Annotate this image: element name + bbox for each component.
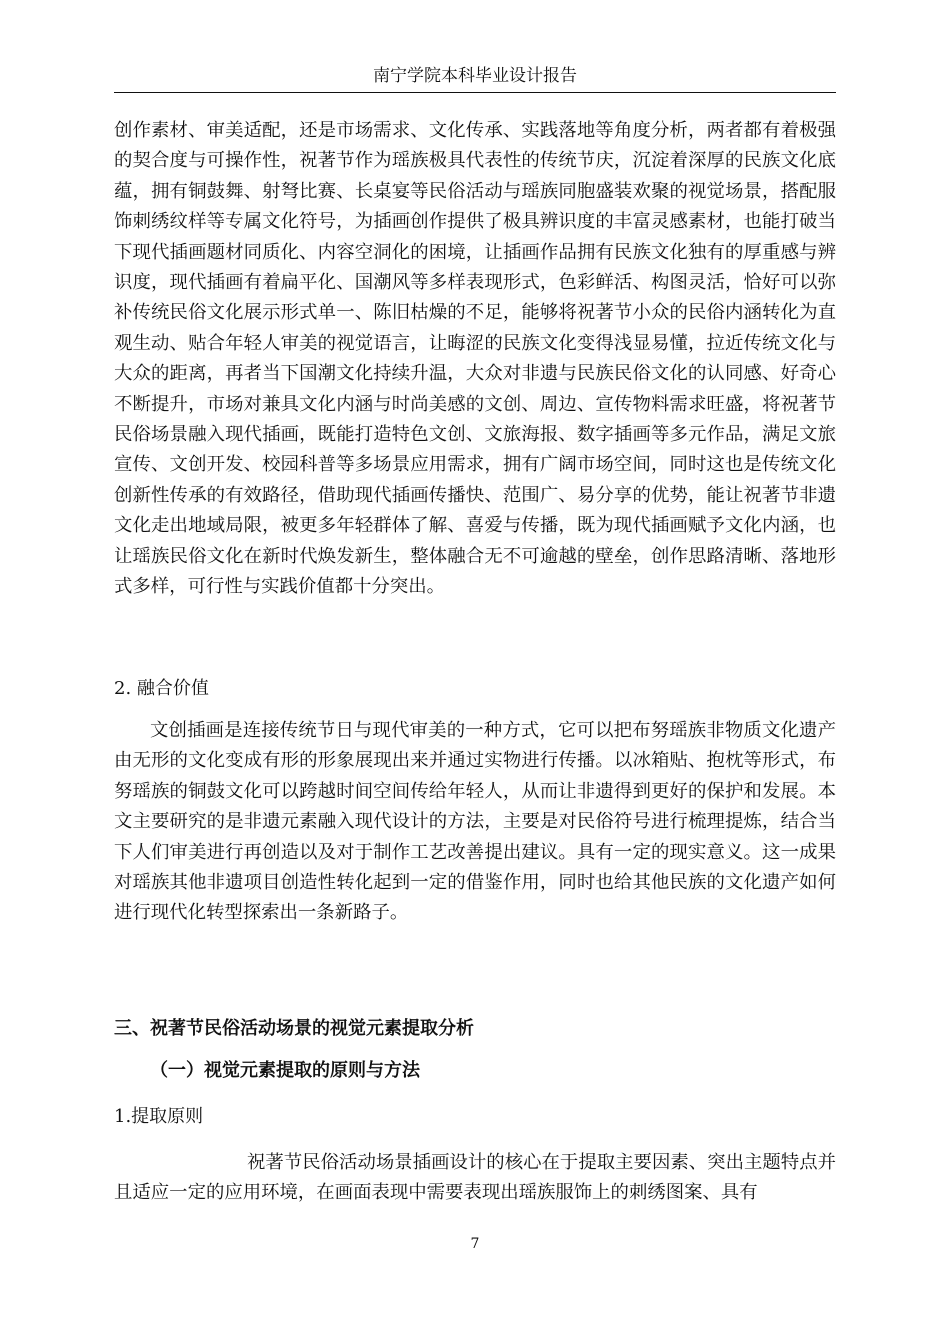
running-header: 南宁学院本科毕业设计报告 <box>373 66 577 86</box>
body-paragraph-3: 祝著节民俗活动场景插画设计的核心在于提取主要因素、突出主题特点并且适应一定的应用环境，在画面表现中需要表现出瑶族服饰上的刺绣图案、具有 <box>114 1152 836 1204</box>
subsection-heading: （一）视觉元素提取的原则与方法 <box>150 1060 420 1081</box>
body-paragraph-1: 创作素材、审美适配，还是市场需求、文化传承、实践落地等角度分析，两者都有着极强的契合度与可操作性，祝著节作为瑶族极具代表性的传统节庆，沉淀着深厚的民族文化底蕴，拥有铜鼓舞、射弩比赛、长桌宴等民俗活动与瑶族同胞盛装欢聚的视觉场景，搭配服饰刺绣纹样等专属文化符号，为插画创作提供了极具辨识度的丰富灵感素材，也能打破当下现代插画题材同质化、内容空洞化的困境，让插画作品拥有民族文化独有的厚重感与辨识度，现代插画有着扁平化、国潮风等多样表现形式，色彩鲜活、构图灵活，恰好可以弥补传统民俗文化展示形式单一、陈旧枯燥的不足，能够将祝著节小众的民俗内涵转化为直观生动、贴合年轻人审美的视觉语言，让晦涩的民族文化变得浅显易懂，拉近传统文化与大众的距离，再者当下国潮文化持续升温，大众对非遗与民族民俗文化的认同感、好奇心不断提升，市场对兼具文化内涵与时尚美感的文创、周边、宣传物料需求旺盛，将祝著节民俗场景融入现代插画，既能打造特色文创、文旅海报、数字插画等多元作品，满足文旅宣传、文创开发、校园科普等多场景应用需求，拥有广阔市场空间，同时这也是传统文化创新性传承的有效路径，借助现代插画传播快、范围广、易分享的优势，能让祝著节非遗文化走出地域局限，被更多年轻群体了解、喜爱与传播，既为现代插画赋予文化内涵，也让瑶族民俗文化在新时代焕发新生，整体融合无不可逾越的壁垒，创作思路清晰、落地形式多样，可行性与实践价值都十分突出。 <box>114 120 836 598</box>
section-heading: 三、祝著节民俗活动场景的视觉元素提取分析 <box>114 1018 474 1039</box>
page-number: 7 <box>470 1236 480 1252</box>
header-divider <box>114 92 836 93</box>
subheading-principle: 1.提取原则 <box>114 1106 204 1127</box>
body-paragraph-2: 文创插画是连接传统节日与现代审美的一种方式，它可以把布努瑶族非物质文化遗产由无形的文化变成有形的形象展现出来并通过实物进行传播。以冰箱贴、抱枕等形式，布努瑶族的铜鼓文化可以跨越时间空间传给年轻人，从而让非遗得到更好的保护和发展。本文主要研究的是非遗元素融入现代设计的方法，主要是对民俗符号进行梳理提炼，结合当下人们审美进行再创造以及对于制作工艺改善提出建议。具有一定的现实意义。这一成果对瑶族其他非遗项目创造性转化起到一定的借鉴作用，同时也给其他民族的文化遗产如何进行现代化转型探索出一条新路子。 <box>114 720 836 924</box>
subheading-fusion-value: 2. 融合价值 <box>114 678 209 699</box>
